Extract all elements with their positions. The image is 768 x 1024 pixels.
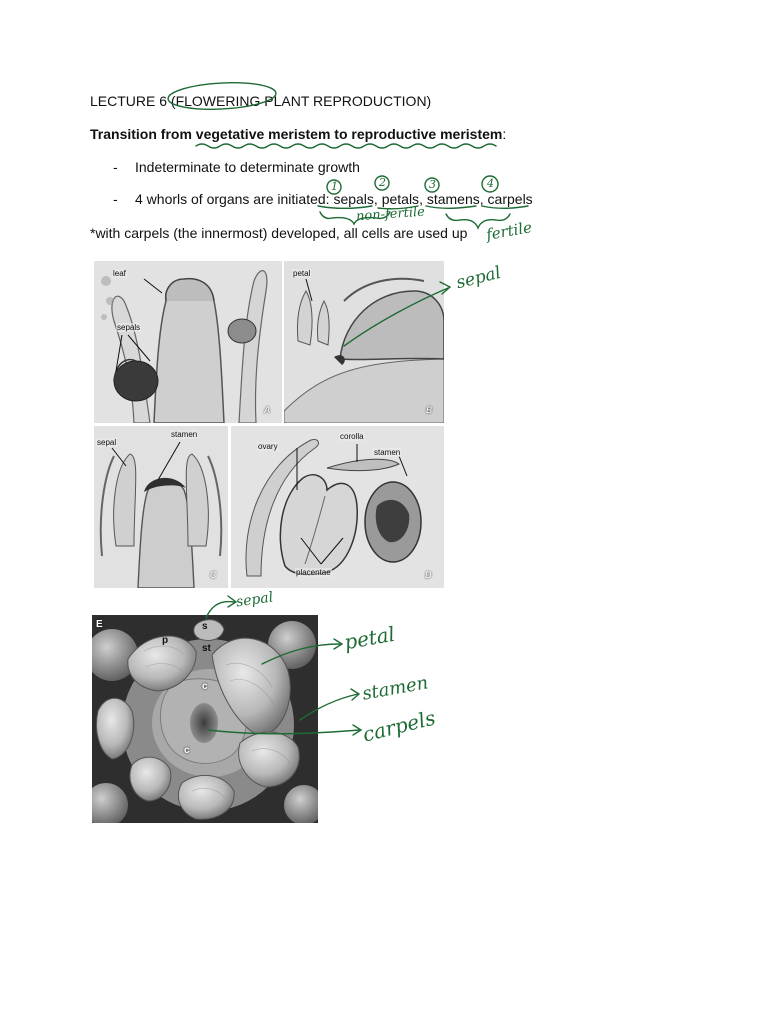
panel-b-drawing xyxy=(284,261,444,423)
transition-line xyxy=(90,126,506,142)
panel-letter-a: A xyxy=(264,405,271,415)
carpels-arrow-head xyxy=(353,725,361,735)
handwritten-non-fertile: non-fertile xyxy=(355,204,426,225)
handwritten-number-1: 1 xyxy=(331,180,338,193)
handwritten-number-4: 4 xyxy=(487,177,494,190)
handwritten-sepal-top: sepal xyxy=(454,262,503,294)
label-sepal: sepal xyxy=(97,438,117,447)
panel-letter-c: C xyxy=(210,570,217,580)
petal-arrow-head xyxy=(334,639,342,649)
sem-label-c1: c xyxy=(202,681,208,692)
stamen-arrow-head xyxy=(351,689,359,700)
panel-letter-b: B xyxy=(426,405,433,415)
handwritten-petal: petal xyxy=(342,621,397,655)
micrograph-panel-a xyxy=(94,261,282,423)
panel-c-drawing xyxy=(94,426,228,588)
sem-label-s: s xyxy=(202,621,208,632)
bullet-dash-2: - xyxy=(113,191,118,207)
micrograph-panel-d xyxy=(231,426,444,588)
bullet-1-text: Indeterminate to determinate growth xyxy=(135,159,360,175)
handwritten-number-2: 2 xyxy=(379,176,386,189)
transition-colon: : xyxy=(502,126,507,142)
whorl-stamens: stamens xyxy=(426,191,480,207)
label-placentae: placentae xyxy=(296,568,331,577)
comma: , xyxy=(419,191,427,207)
carpel-note: *with carpels (the innermost) developed, all cells are used up xyxy=(90,225,468,241)
lecture-heading: LECTURE 6 (FLOWERING PLANT REPRODUCTION) xyxy=(90,93,432,109)
wavy-underline xyxy=(196,144,496,148)
sem-label-st: st xyxy=(202,643,211,654)
bullet-2-text xyxy=(135,191,533,207)
handwritten-number-3: 3 xyxy=(429,178,436,191)
handwritten-carpels: carpels xyxy=(360,705,438,747)
label-petal: petal xyxy=(293,269,311,278)
label-stamen-c: stamen xyxy=(171,430,198,439)
label-stamen-d: stamen xyxy=(374,448,401,457)
handwritten-fertile: fertile xyxy=(484,218,534,244)
sem-letter-e: E xyxy=(96,619,103,630)
sem-label-c2: c xyxy=(184,745,190,756)
sem-flower-image xyxy=(92,615,318,823)
label-sepals: sepals xyxy=(117,323,141,332)
transition-bold-text: Transition from vegetative meristem to reproductive meristem xyxy=(90,126,503,142)
comma: , xyxy=(479,191,488,207)
whorl-petals: petals xyxy=(381,191,420,207)
panel-letter-d: D xyxy=(425,570,432,580)
handwritten-sepal-sem: sepal xyxy=(235,589,275,611)
panel-a-drawing xyxy=(94,261,282,423)
whorl-sepals: sepals xyxy=(333,191,374,207)
whorls-prefix: 4 whorls of organs are initiated: xyxy=(135,191,334,207)
label-corolla: corolla xyxy=(340,432,364,441)
micrograph-panel-b xyxy=(284,261,444,423)
sem-label-p: p xyxy=(162,635,169,646)
label-leaf: leaf xyxy=(113,269,126,278)
micrograph-panel-c xyxy=(94,426,228,588)
whorl-carpels: carpels xyxy=(487,191,533,207)
bullet-dash-1: - xyxy=(113,159,118,175)
handwritten-stamen: stamen xyxy=(360,672,430,705)
label-ovary: ovary xyxy=(258,442,278,451)
comma: , xyxy=(373,191,382,207)
